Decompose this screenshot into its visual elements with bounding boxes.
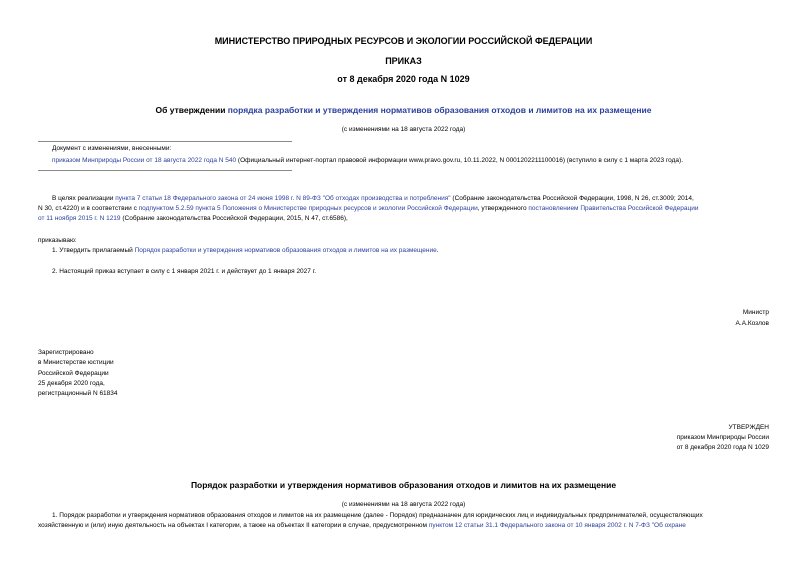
changes-rest: (Официальный интернет-портал правовой информации www.pravo.gov.ru, 10.11.2022, N 0001202211100016) (вступило в силу с 1 марта 2023 года). (236, 157, 684, 164)
item-1-suffix: . (436, 247, 439, 254)
title-link[interactable]: порядка разработки и утверждения нормативов образования отходов и лимитов на их размещение (227, 105, 652, 115)
item-2: 2. Настоящий приказ вступает в силу с 1 января 2021 г. и действует до 1 января 2027 г. (52, 268, 317, 275)
preamble-text-1: В целях реализации (52, 195, 116, 202)
edition-note: (с изменениями на 18 августа 2022 года) (341, 126, 466, 133)
preamble-text-5: (Собрание законодательства Российской Федерации, 2015, N 47, ст.6586), (120, 215, 348, 222)
decree-date-link[interactable]: от 11 ноября 2015 г. N 1219 (38, 215, 121, 222)
registration-line-1: Зарегистрировано (38, 349, 94, 356)
registration-line-2: в Министерстве юстиции (38, 359, 114, 366)
preamble-text-4: , утвержденного (477, 205, 529, 212)
procedure-link[interactable]: Порядок разработки и утверждения нормативов образования отходов и лимитов на их размещение (134, 247, 437, 254)
registration-line-5: регистрационный N 61834 (38, 390, 118, 397)
preamble-line-2 (38, 204, 699, 215)
order-word: приказываю: (38, 237, 77, 244)
law-7-link[interactable]: пунктом 12 статьи 31.1 Федерального закона от 10 января 2002 г. N 7-ФЗ "Об охране (428, 522, 686, 529)
changes-link[interactable]: приказом Минприроды России от 18 августа 2022 года N 540 (52, 157, 237, 164)
annex-line-2-prefix: хозяйственную и (или) иную деятельность на объектах I категории, а также на объектах II категории в случае, предусмотренном (38, 522, 429, 529)
signature-position: Министр (742, 309, 769, 316)
preamble-text-3: N 30, ст.4220) и в соответствии с (38, 205, 139, 212)
approved-line-3: от 8 декабря 2020 года N 1029 (676, 444, 769, 451)
law-89-link[interactable]: пункта 7 статьи 18 Федерального закона от 24 июня 1998 г. N 89-ФЗ "Об отходах производства и потребления" (115, 195, 451, 202)
changes-line (52, 156, 683, 167)
registration-line-4: 25 декабря 2020 года, (38, 380, 105, 387)
annex-paragraph-line-2 (38, 521, 686, 532)
changes-top-divider (38, 141, 292, 142)
document-title (0, 105, 807, 115)
annex-edition-note: (с изменениями на 18 августа 2022 года) (341, 501, 466, 508)
doc-type: ПРИКАЗ (385, 56, 422, 66)
title-prefix: Об утверждении (155, 105, 228, 115)
government-decree-link[interactable]: постановлением Правительства Российской Федерации (528, 205, 699, 212)
item-1-prefix: 1. Утвердить прилагаемый (52, 247, 135, 254)
preamble-text-2: (Собрание законодательства Российской Федерации, 1998, N 26, ст.3009; 2014, (450, 195, 694, 202)
approved-line-2: приказом Минприроды России (676, 434, 769, 441)
changes-intro: Документ с изменениями, внесенными: (52, 145, 172, 152)
preamble-line-3 (38, 214, 348, 225)
regulation-link[interactable]: подпунктом 5.2.59 пункта 5 Положения о Министерстве природных ресурсов и экологии Российской Федерации (138, 205, 478, 212)
changes-bottom-divider (38, 170, 292, 171)
registration-line-3: Российской Федерации (38, 370, 109, 377)
annex-title: Порядок разработки и утверждения нормативов образования отходов и лимитов на их размещение (190, 480, 617, 490)
preamble-line-1 (52, 194, 694, 205)
signature-name: А.А.Козлов (735, 320, 769, 327)
annex-paragraph-line-1: 1. Порядок разработки и утверждения нормативов образования отходов и лимитов на их размещение (далее - Порядок) предназначен для юридических лиц и индивидуальных предпринимателей, осуществляющих (52, 512, 703, 519)
ministry-name: МИНИСТЕРСТВО ПРИРОДНЫХ РЕСУРСОВ И ЭКОЛОГИИ РОССИЙСКОЙ ФЕДЕРАЦИИ (214, 36, 593, 46)
approved-line-1: УТВЕРЖДЕН (728, 424, 769, 431)
item-1 (52, 246, 439, 257)
doc-date-number: от 8 декабря 2020 года N 1029 (337, 74, 470, 84)
